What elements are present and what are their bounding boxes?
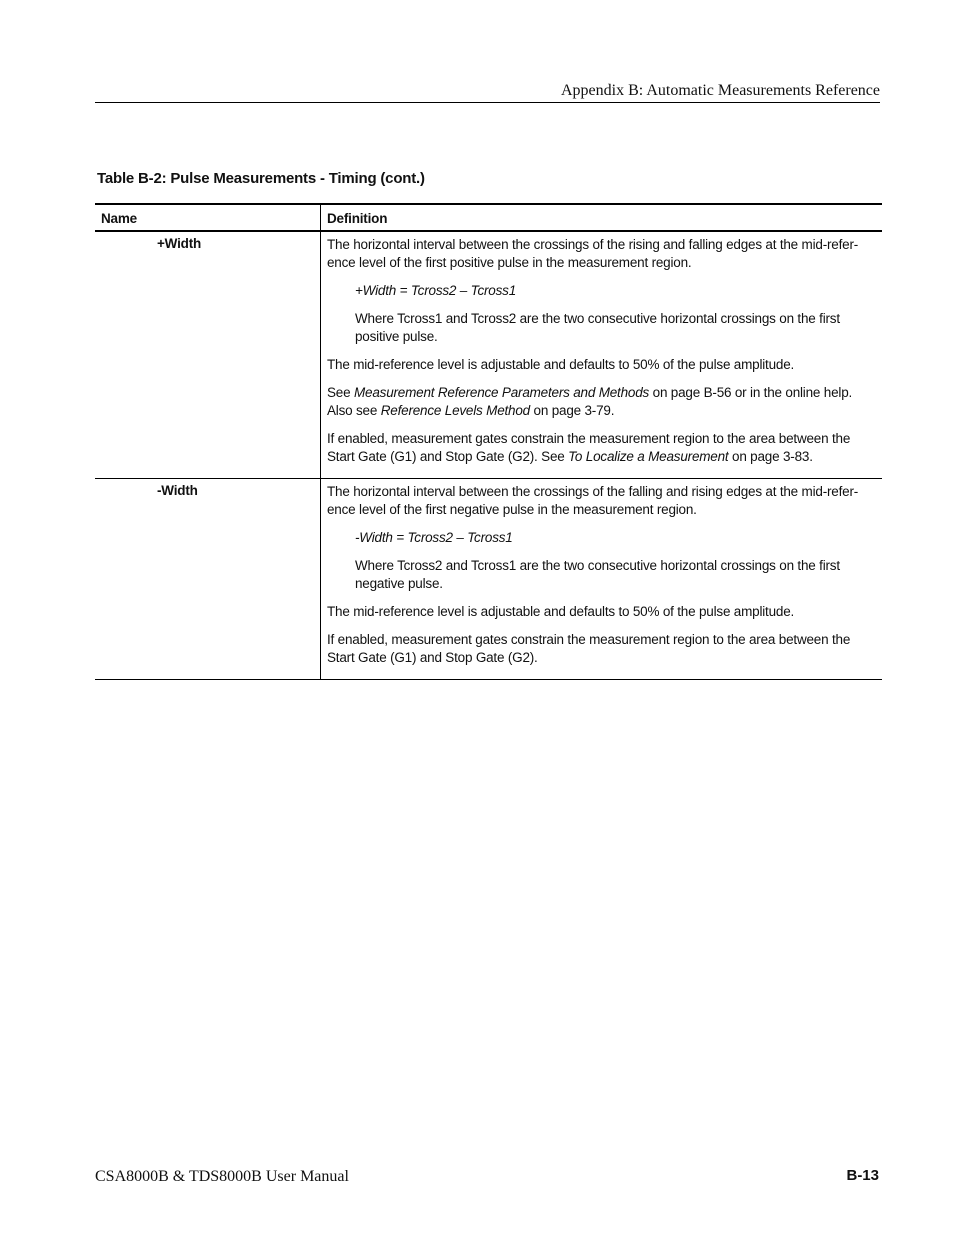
measurement-name: -Width: [95, 479, 321, 680]
see-also-reference: Measurement Reference Parameters and Methods: [353, 385, 650, 400]
measurement-definition: [321, 231, 883, 479]
gates-reference: To Localize a Measurement: [568, 449, 729, 464]
measurement-name: +Width: [95, 231, 321, 479]
table-header-row: [95, 204, 882, 231]
mid-reference-note: The mid-reference level is adjustable and defaults to 50% of the pulse amplitude.: [327, 604, 795, 619]
pulse-measurements-table: [95, 203, 882, 680]
see-also-text: on page 3-79.: [529, 403, 615, 418]
gates-note: [327, 430, 876, 466]
see-also-reference: Reference Levels Method: [380, 403, 530, 418]
measurement-definition: [321, 479, 883, 680]
formula: +Width = Tcross2 – Tcross1: [355, 283, 517, 298]
definition-paragraph: The horizontal interval between the crossings of the rising and falling edges at the mid-refer-ence level of the first positive pulse in the measurement region.: [327, 237, 859, 270]
definition-paragraph: The horizontal interval between the crossings of the falling and rising edges at the mid-refer-ence level of the first negative pulse in the measurement region.: [327, 484, 859, 517]
table-row-minus-width: [95, 479, 882, 680]
see-also-text: See: [327, 385, 354, 400]
manual-title: CSA8000B & TDS8000B User Manual: [95, 1168, 349, 1185]
header-rule: [95, 102, 880, 103]
table-caption: Table B-2: Pulse Measurements - Timing (cont.): [97, 170, 425, 187]
column-header-definition: Definition: [321, 204, 883, 231]
see-also-paragraph: [327, 384, 876, 420]
gates-note: If enabled, measurement gates constrain the measurement region to the area between the Start Gate (G1) and Stop Gate (G2).: [327, 632, 851, 665]
where-clause: Where Tcross2 and Tcross1 are the two consecutive horizontal crossings on the first negative pulse.: [355, 558, 840, 591]
formula: -Width = Tcross2 – Tcross1: [355, 530, 513, 545]
gates-text: If enabled, measurement gates constrain the measurement region to the area between the Start Gate (G1) and Stop Gate (G2). See: [327, 431, 851, 464]
where-clause: Where Tcross1 and Tcross2 are the two consecutive horizontal crossings on the first positive pulse.: [355, 311, 840, 344]
mid-reference-note: The mid-reference level is adjustable and defaults to 50% of the pulse amplitude.: [327, 357, 795, 372]
column-header-name: Name: [95, 204, 321, 231]
table-row-plus-width: [95, 231, 882, 479]
page-number: B-13: [846, 1167, 879, 1184]
see-also-text: on page B-56 or in the online help. Also see: [327, 385, 853, 418]
gates-text: on page 3-83.: [728, 449, 813, 464]
running-header: Appendix B: Automatic Measurements Reference: [560, 82, 880, 99]
